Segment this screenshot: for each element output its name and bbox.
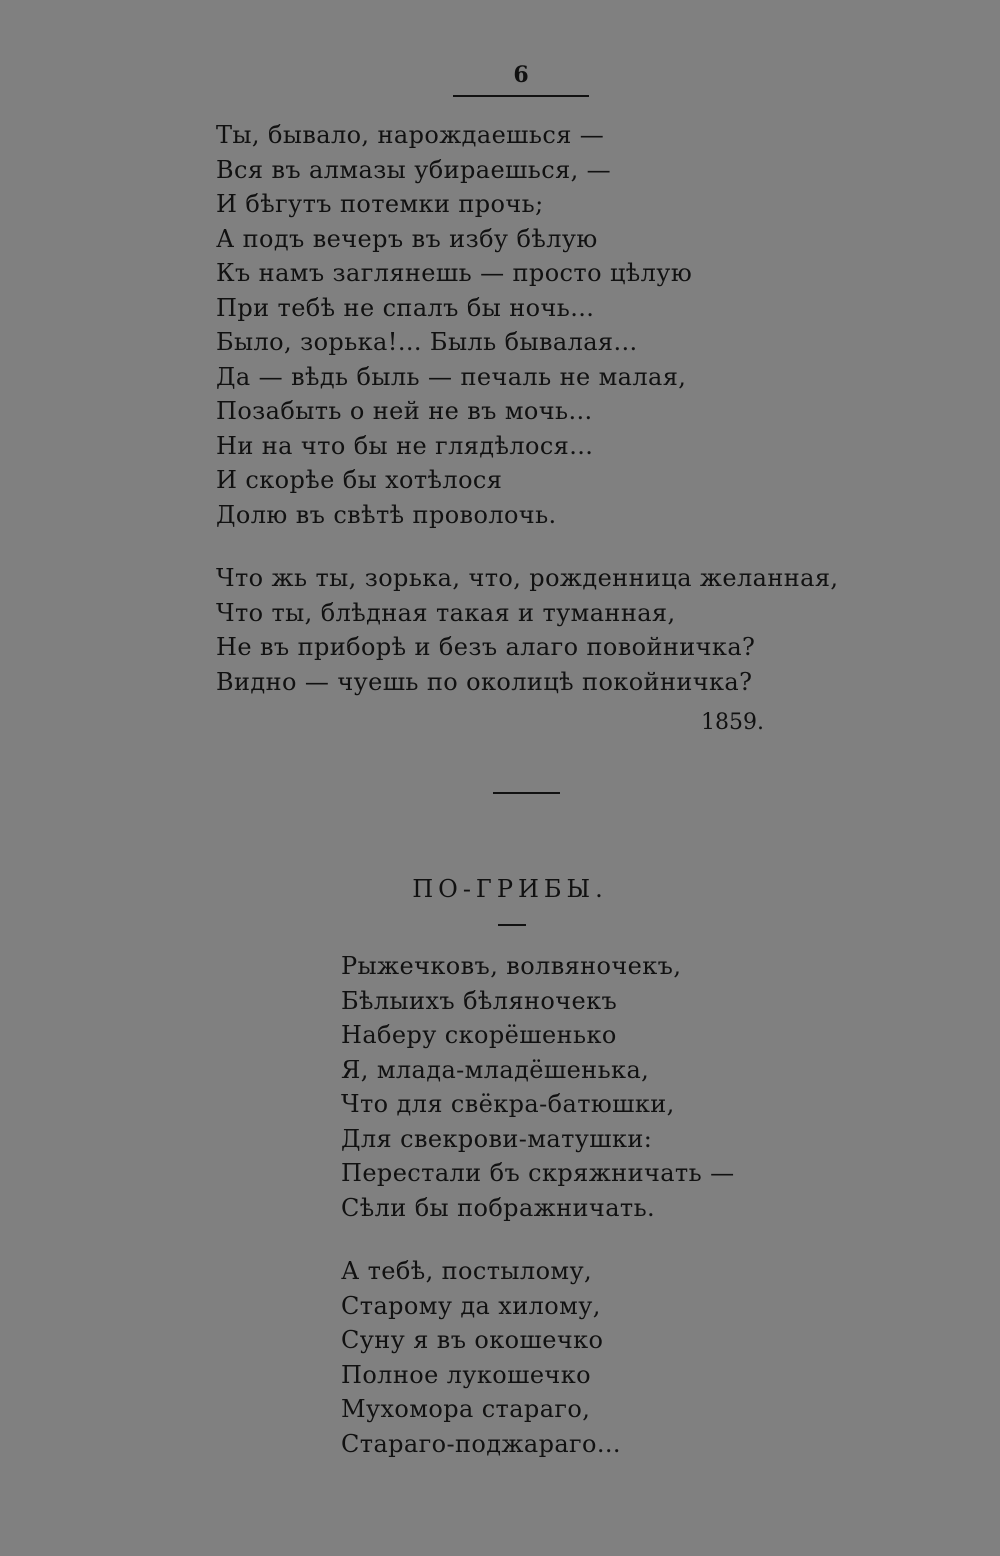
poem1-stanza-2 <box>216 561 838 699</box>
poem1-stanza-1 <box>216 118 692 532</box>
verse-line: А тебѣ, постылому, <box>341 1257 593 1285</box>
verse-line: Стараго-поджараго... <box>341 1429 621 1458</box>
verse-line: Я, млада-младёшенька, <box>341 1055 650 1084</box>
verse-line: Перестали бъ скряжничать — <box>341 1159 735 1187</box>
verse-line: Суну я въ окошечко <box>341 1326 604 1354</box>
verse-line: Ни на что бы не глядѣлося... <box>216 431 594 460</box>
poem-title: ПО-ГРИБЫ. <box>412 875 608 903</box>
title-dash <box>498 924 526 926</box>
verse-line: Что жь ты, зорька, что, рожденница желанная, <box>216 564 839 592</box>
verse-line: Не въ приборѣ и безъ алаго повойничка? <box>216 633 756 661</box>
verse-line: Видно — чуешь по околицѣ покойничка? <box>216 667 753 696</box>
verse-line: Ты, бывало, нарождаешься — <box>216 121 605 149</box>
verse-line: Старому да хилому, <box>341 1291 601 1320</box>
verse-line: Для свекрови-матушки: <box>341 1124 653 1153</box>
verse-line: Мухомора стараго, <box>341 1395 591 1423</box>
section-divider <box>493 792 560 794</box>
verse-line: Что для свёкра-батюшки, <box>341 1090 675 1118</box>
verse-line: Наберу скорёшенько <box>341 1021 617 1049</box>
verse-line: Рыжечковъ, волвяночекъ, <box>341 952 682 980</box>
verse-line: Къ намъ заглянешь — просто цѣлую <box>216 259 693 287</box>
verse-line: Позабыть о ней не въ мочь... <box>216 397 593 425</box>
verse-line: Полное лукошечко <box>341 1360 591 1389</box>
verse-line: Долю въ свѣтѣ проволочь. <box>216 500 557 529</box>
verse-line: Что ты, блѣдная такая и туманная, <box>216 598 676 627</box>
page-number-rule <box>453 95 589 97</box>
verse-line: Сѣли бы пображничать. <box>341 1193 656 1222</box>
verse-line: Было, зорька!... Быль бывалая... <box>216 328 638 356</box>
verse-line: Вся въ алмазы убираешься, — <box>216 155 612 184</box>
verse-line: Бѣлыихъ бѣляночекъ <box>341 986 618 1015</box>
page-number: 6 <box>513 62 529 88</box>
poem2-stanza-2 <box>341 1254 621 1461</box>
poem2-stanza-1 <box>341 949 735 1225</box>
poem-date: 1859. <box>701 710 764 735</box>
verse-line: Да — вѣдь быль — печаль не малая, <box>216 362 687 391</box>
verse-line: И скорѣе бы хотѣлося <box>216 466 503 494</box>
verse-line: При тебѣ не спалъ бы ночь... <box>216 293 595 322</box>
verse-line: И бѣгутъ потемки прочь; <box>216 190 544 218</box>
verse-line: А подъ вечеръ въ избу бѣлую <box>216 224 598 253</box>
